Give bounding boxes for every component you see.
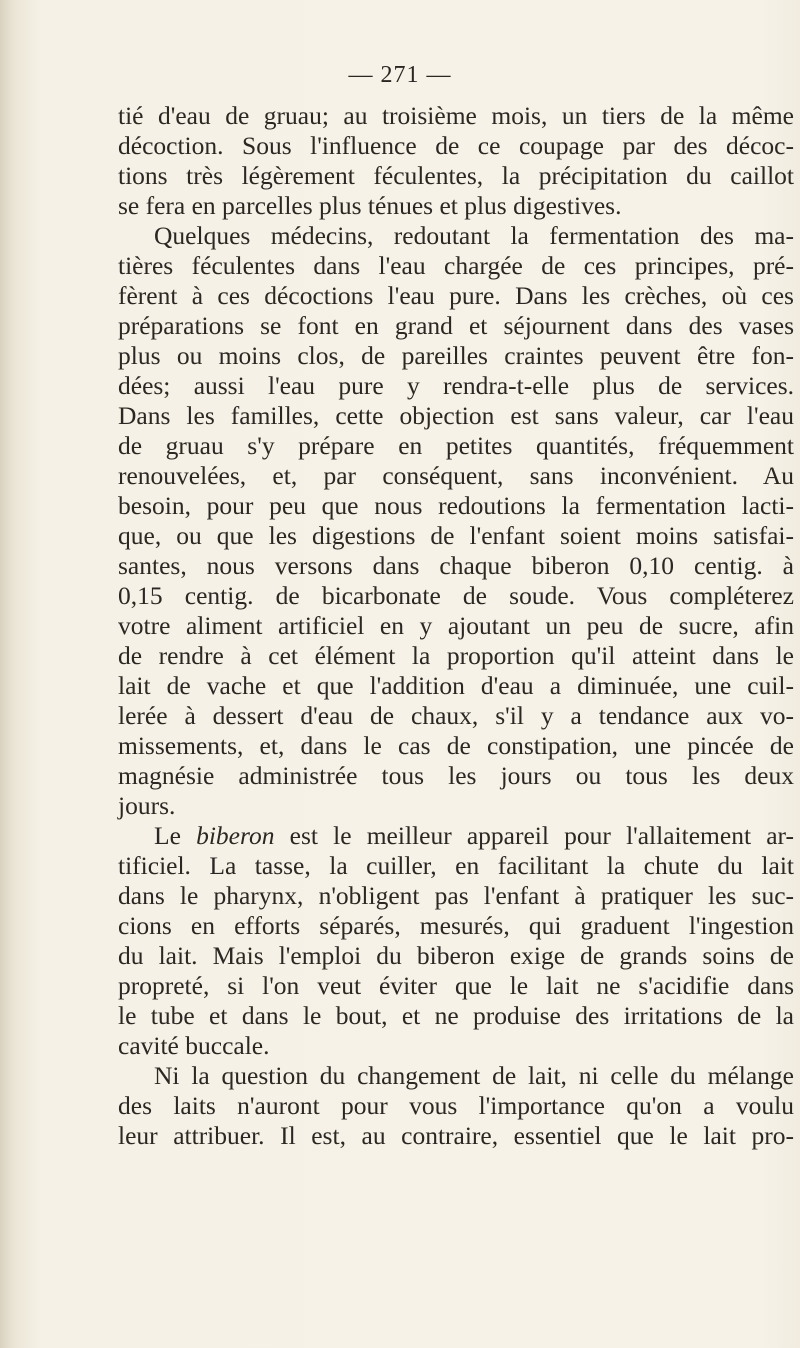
text-line: magnésie administrée tous les jours ou tous les deux xyxy=(118,761,794,790)
text-line: plus ou moins clos, de pareilles craintes peuvent être fon- xyxy=(118,341,794,370)
text-run: est le meilleur appareil pour l'allaitement ar- xyxy=(274,821,794,850)
text-line: 0,15 centig. de bicarbonate de soude. Vous compléterez xyxy=(118,581,794,610)
text-line: cions en efforts séparés, mesurés, qui graduent l'ingestion xyxy=(118,911,794,940)
text-line: tières féculentes dans l'eau chargée de ces principes, pré- xyxy=(118,251,794,280)
text-line: Quelques médecins, redoutant la fermentation des ma- xyxy=(154,221,794,250)
text-line: lait de vache et que l'addition d'eau a diminuée, une cuil- xyxy=(118,671,794,700)
text-line: que, ou que les digestions de l'enfant soient moins satisfai- xyxy=(118,521,794,550)
text-line: leur attribuer. Il est, au contraire, essentiel que le lait pro- xyxy=(118,1121,794,1150)
text-line: missements, et, dans le cas de constipation, une pincée de xyxy=(118,731,794,760)
text-run: Le xyxy=(154,821,197,850)
text-line: dans le pharynx, n'obligent pas l'enfant à pratiquer les suc- xyxy=(118,881,794,910)
text-line: propreté, si l'on veut éviter que le lait ne s'acidifie dans xyxy=(118,971,794,1000)
page-number: — 271 — xyxy=(348,62,452,88)
text-line: fèrent à ces décoctions l'eau pure. Dans les crèches, où ces xyxy=(118,281,794,310)
text-line: tié d'eau de gruau; au troisième mois, un tiers de la même xyxy=(118,101,794,130)
text-line: lerée à dessert d'eau de chaux, s'il y a tendance aux vo- xyxy=(118,701,794,730)
text-line: de rendre à cet élément la proportion qu'il atteint dans le xyxy=(118,641,794,670)
text-line: besoin, pour peu que nous redoutions la fermentation lacti- xyxy=(118,491,794,520)
text-line: jours. xyxy=(118,791,176,820)
text-line: tificiel. La tasse, la cuiller, en facilitant la chute du lait xyxy=(118,851,794,880)
text-line: tions très légèrement féculentes, la précipitation du caillot xyxy=(118,161,794,190)
text-line: santes, nous versons dans chaque biberon 0,10 centig. à xyxy=(118,551,794,580)
text-line: cavité buccale. xyxy=(118,1031,270,1060)
text-line: Ni la question du changement de lait, ni celle du mélange xyxy=(154,1061,794,1090)
text-line: dées; aussi l'eau pure y rendra-t-elle plus de services. xyxy=(118,371,794,400)
text-line: préparations se font en grand et séjournent dans des vases xyxy=(118,311,794,340)
text-line: le tube et dans le bout, et ne produise des irritations de la xyxy=(118,1001,794,1030)
text-line: de gruau s'y prépare en petites quantités, fréquemment xyxy=(118,431,794,460)
text-line: votre aliment artificiel en y ajoutant un peu de sucre, afin xyxy=(118,611,794,640)
text-line: se fera en parcelles plus ténues et plus digestives. xyxy=(118,191,622,220)
text-line xyxy=(154,821,794,851)
italic-term: biberon xyxy=(196,821,275,850)
text-line: décoction. Sous l'influence de ce coupage par des décoc- xyxy=(118,131,794,160)
text-line: des laits n'auront pour vous l'importance qu'on a voulu xyxy=(118,1091,794,1120)
text-line: renouvelées, et, par conséquent, sans inconvénient. Au xyxy=(118,461,794,490)
text-line: Dans les familles, cette objection est sans valeur, car l'eau xyxy=(118,401,794,430)
text-line: du lait. Mais l'emploi du biberon exige de grands soins de xyxy=(118,941,794,970)
